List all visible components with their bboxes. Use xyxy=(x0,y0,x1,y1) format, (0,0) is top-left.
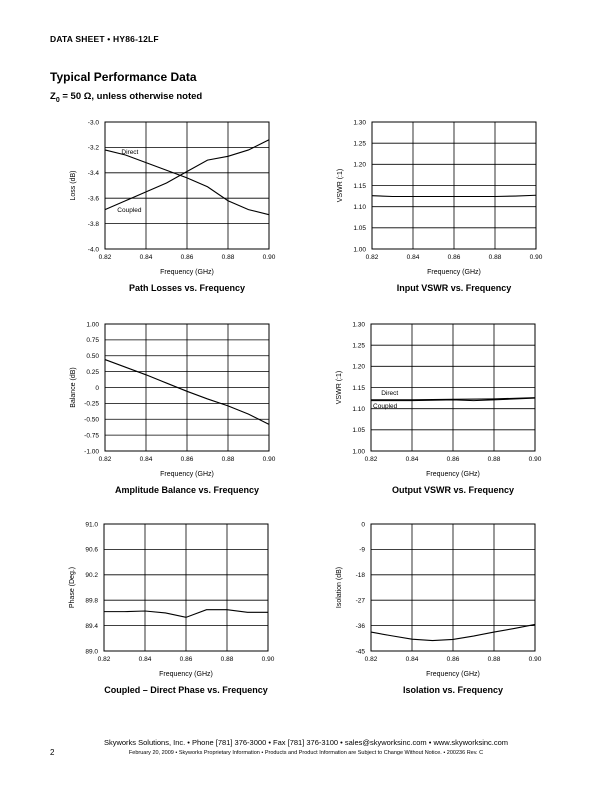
x-tick-label: 0.90 xyxy=(262,456,276,463)
y-tick-label: -0.50 xyxy=(84,416,99,424)
x-tick-label: 0.90 xyxy=(528,456,542,463)
series-annotation: Direct xyxy=(381,390,399,398)
y-tick-label: 89.4 xyxy=(85,622,98,630)
chart-title: Path Losses vs. Frequency xyxy=(128,283,246,293)
section-title: Typical Performance Data xyxy=(50,70,197,84)
y-tick-label: -0.75 xyxy=(84,432,99,440)
x-tick-label: 0.86 xyxy=(446,656,460,663)
y-tick-label: 1.10 xyxy=(353,203,366,211)
y-tick-label: 1.15 xyxy=(353,182,366,190)
x-tick-label: 0.86 xyxy=(447,254,461,261)
x-tick-label: 0.84 xyxy=(139,254,153,261)
series-annotation: Coupled xyxy=(373,402,398,410)
x-tick-label: 0.90 xyxy=(262,254,276,261)
x-tick-label: 0.86 xyxy=(180,254,194,261)
y-tick-label: 1.30 xyxy=(352,321,365,329)
y-tick-label: 1.25 xyxy=(353,140,366,148)
x-tick-label: 0.82 xyxy=(365,254,379,261)
x-tick-label: 0.82 xyxy=(364,656,378,663)
amplitude-balance-svg xyxy=(0,202,290,495)
y-tick-label: 0.50 xyxy=(86,353,99,361)
x-tick-label: 0.88 xyxy=(221,456,235,463)
x-tick-label: 0.88 xyxy=(487,656,501,663)
y-axis-label: Isolation (dB) xyxy=(336,566,343,609)
y-tick-label: -1.00 xyxy=(84,448,99,456)
x-axis-label: Frequency (GHz) xyxy=(160,471,214,478)
y-tick-label: 1.15 xyxy=(352,384,365,392)
y-tick-label: 1.25 xyxy=(352,342,365,350)
page-number: 2 xyxy=(50,748,55,757)
y-tick-label: -3.8 xyxy=(87,220,99,228)
impedance-rest: = 50 Ω, unless otherwise noted xyxy=(59,91,203,102)
phase-svg xyxy=(0,402,289,695)
y-axis-label: Phase (Deg.) xyxy=(69,566,76,609)
y-tick-label: 1.00 xyxy=(86,321,99,329)
y-tick-label: -36 xyxy=(355,622,365,630)
chart-title: Input VSWR vs. Frequency xyxy=(396,283,512,293)
isolation-svg xyxy=(266,402,556,695)
output-vswr-svg xyxy=(266,202,556,495)
x-tick-label: 0.82 xyxy=(364,456,378,463)
x-tick-label: 0.86 xyxy=(180,456,194,463)
y-axis-label: Balance (dB) xyxy=(70,367,77,408)
chart-title: Coupled – Direct Phase vs. Frequency xyxy=(104,685,268,695)
x-tick-label: 0.86 xyxy=(446,456,460,463)
y-tick-label: -3.0 xyxy=(87,119,99,127)
y-tick-label: 1.05 xyxy=(352,427,365,435)
impedance-subscript: 0 xyxy=(55,96,60,104)
series-annotation: Coupled xyxy=(117,207,142,215)
x-tick-label: 0.90 xyxy=(529,254,543,261)
y-tick-label: -18 xyxy=(355,572,365,580)
footer-legal: February 20, 2009 • Skyworks Proprietary Information • Products and Product Information are Subject to Change Without Notice. • 200236 Rev. C xyxy=(128,750,484,756)
y-tick-label: 1.00 xyxy=(352,448,365,456)
x-tick-label: 0.88 xyxy=(220,656,234,663)
path-losses-svg xyxy=(0,0,290,293)
chart-group xyxy=(69,521,275,695)
y-tick-label: 1.05 xyxy=(353,225,366,233)
y-tick-label: 0 xyxy=(361,521,365,529)
y-axis-label: VSWR (:1) xyxy=(336,370,343,405)
footer-contact: Skyworks Solutions, Inc. • Phone [781] 376-3000 • Fax [781] 376-3100 • sales@skyworksinc.com • www.skyworksinc.com xyxy=(103,738,509,747)
x-axis-label: Frequency (GHz) xyxy=(160,269,214,276)
doc-label: DATA SHEET xyxy=(50,34,105,44)
chart-title: Output VSWR vs. Frequency xyxy=(391,485,515,495)
x-tick-label: 0.84 xyxy=(139,456,153,463)
x-axis-label: Frequency (GHz) xyxy=(426,671,480,678)
chart-title: Isolation vs. Frequency xyxy=(402,685,504,695)
y-tick-label: 0.75 xyxy=(86,337,99,345)
part-number: HY86-12LF xyxy=(113,34,159,44)
chart-group xyxy=(336,521,542,695)
y-tick-label: 1.30 xyxy=(353,119,366,127)
y-tick-label: 90.2 xyxy=(85,572,98,580)
x-tick-label: 0.84 xyxy=(405,456,419,463)
chart-title: Amplitude Balance vs. Frequency xyxy=(114,485,260,495)
y-tick-label: -45 xyxy=(355,648,365,656)
y-tick-label: 90.6 xyxy=(85,546,98,554)
x-tick-label: 0.84 xyxy=(406,254,420,261)
y-tick-label: 1.10 xyxy=(352,405,365,413)
input-vswr-svg xyxy=(267,0,557,293)
y-tick-label: 91.0 xyxy=(85,521,98,529)
y-tick-label: -27 xyxy=(355,597,365,605)
header-separator: • xyxy=(107,34,111,44)
x-tick-label: 0.88 xyxy=(488,254,502,261)
y-tick-label: 1.20 xyxy=(353,161,366,169)
x-tick-label: 0.82 xyxy=(98,254,112,261)
x-axis-label: Frequency (GHz) xyxy=(426,471,480,478)
y-tick-label: 89.8 xyxy=(85,597,98,605)
x-tick-label: 0.84 xyxy=(138,656,152,663)
x-tick-label: 0.84 xyxy=(405,656,419,663)
y-tick-label: 89.0 xyxy=(85,648,98,656)
x-tick-label: 0.90 xyxy=(261,656,275,663)
x-tick-label: 0.90 xyxy=(528,656,542,663)
x-tick-label: 0.88 xyxy=(221,254,235,261)
y-tick-label: -3.6 xyxy=(87,195,99,203)
series-annotation: Direct xyxy=(121,148,139,156)
x-tick-label: 0.82 xyxy=(97,656,111,663)
y-tick-label: -0.25 xyxy=(84,400,99,408)
y-axis-label: VSWR (:1) xyxy=(337,168,344,203)
x-tick-label: 0.88 xyxy=(487,456,501,463)
x-axis-label: Frequency (GHz) xyxy=(159,671,213,678)
impedance-prefix: Z xyxy=(50,91,56,102)
y-tick-label: 0.25 xyxy=(86,368,99,376)
x-tick-label: 0.86 xyxy=(179,656,193,663)
x-axis-label: Frequency (GHz) xyxy=(427,269,481,276)
y-axis-label: Loss (dB) xyxy=(70,170,77,201)
y-tick-label: -3.4 xyxy=(87,170,99,178)
x-tick-label: 0.82 xyxy=(98,456,112,463)
y-tick-label: 1.00 xyxy=(353,246,366,254)
y-tick-label: 1.20 xyxy=(352,363,365,371)
y-tick-label: -4.0 xyxy=(87,246,99,254)
y-tick-label: -9 xyxy=(359,546,365,554)
y-tick-label: -3.2 xyxy=(87,144,99,152)
y-tick-label: 0 xyxy=(95,384,99,392)
